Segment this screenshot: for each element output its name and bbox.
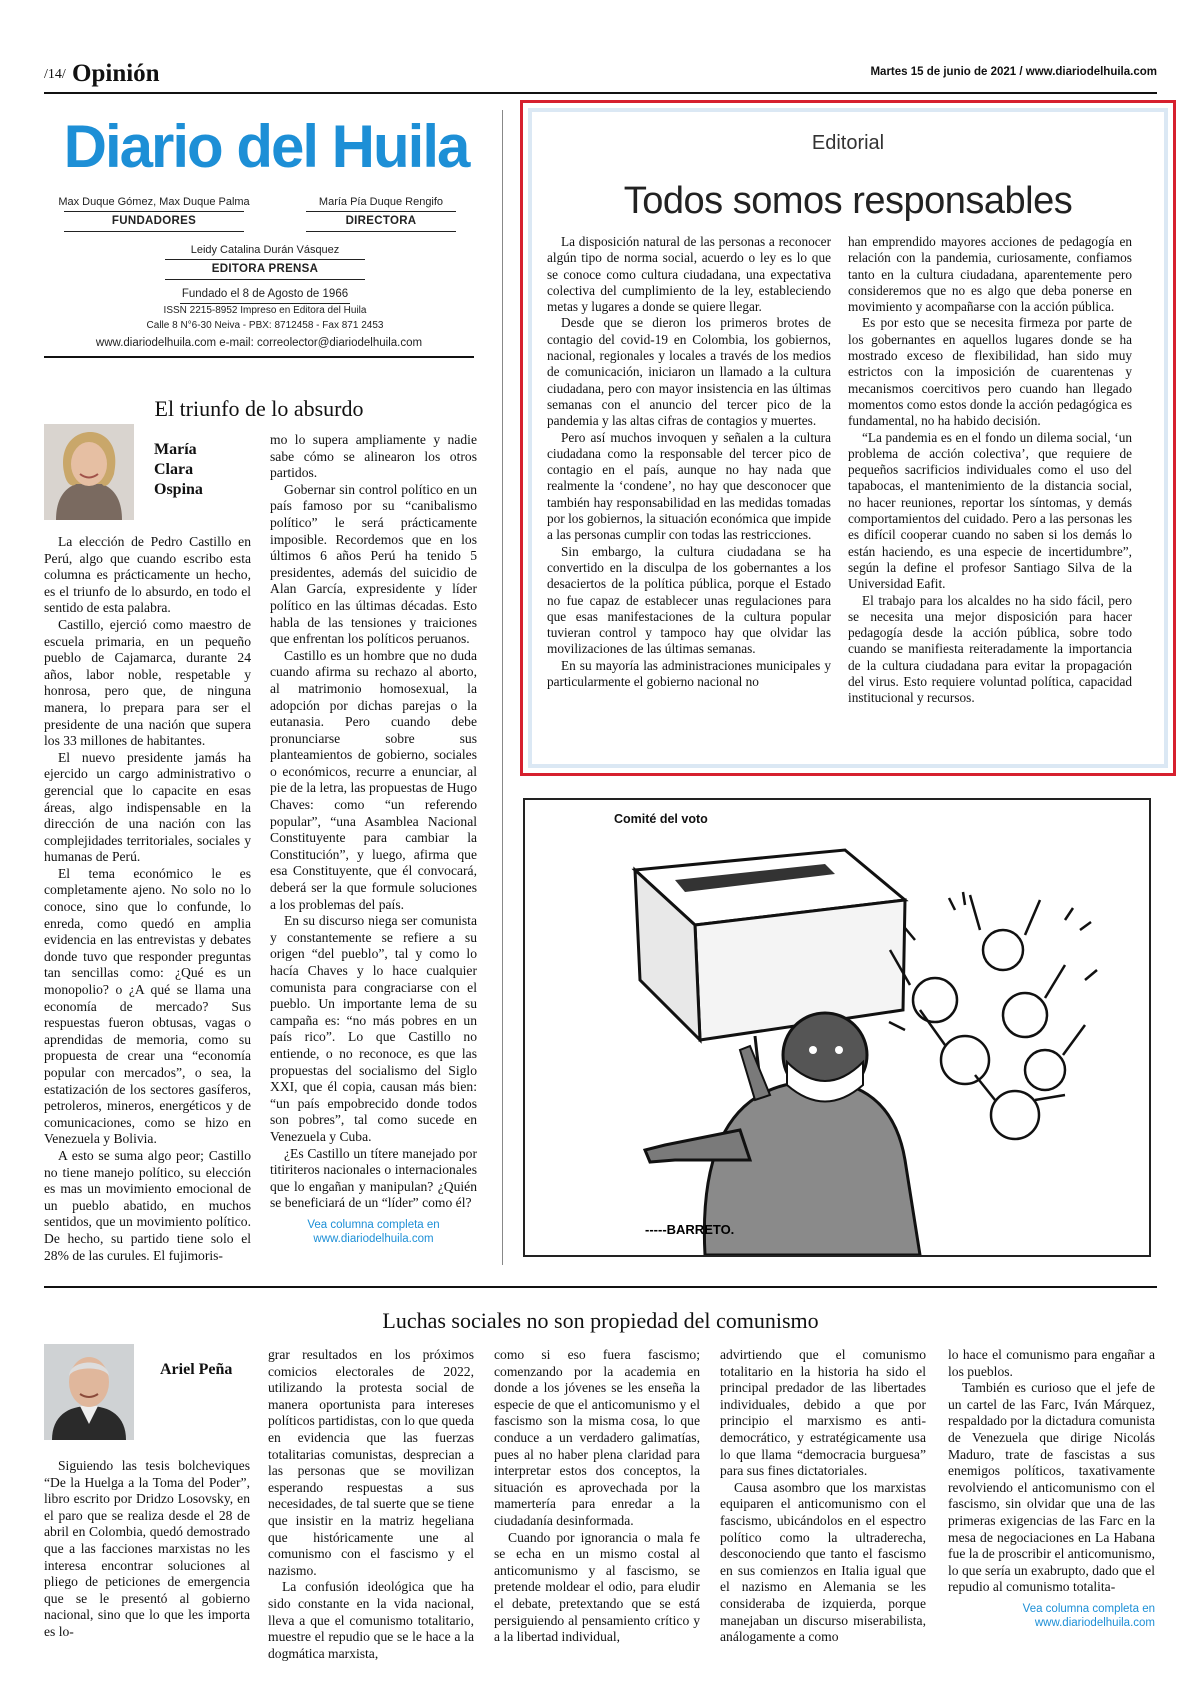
article2-title: Luchas sociales no son propiedad del comunismo: [382, 1308, 819, 1333]
page-number: /14/: [44, 67, 66, 82]
editorial-title: Todos somos responsables: [623, 180, 1073, 222]
web-email: www.diariodelhuila.com e-mail: correolector@diariodelhuila.com: [95, 337, 423, 349]
author-photo-ariel: [44, 1344, 134, 1440]
article2-col5: lo hace el comunismo para engañar a los pueblos. También es curioso que el jefe de un cartel de las Farc, Iván Márquez, respaldado por la dictadura comunista de Venezuela que dirige Nicolás Maduro, trate de fascistas a sus enemigos políticos, taxativamente revolviendo el anticomunismo con el fascismo, sin olvidar que una de las primeras exigencias de las Farc en la mesa de negociaciones en La Habana fue la de proscribir el anticomunismo, lo que sería un exabrupto, dado que el repudio al comunismo totalita- Vea columna completa en www.diariodelhuila.com: [948, 1347, 1155, 1629]
section-title: Opinión: [72, 60, 160, 87]
article2-author: Ariel Peña: [160, 1361, 233, 1378]
cartoon-drawing: [525, 800, 1149, 1255]
article1-title: El triunfo de lo absurdo: [154, 396, 364, 421]
editor-label: EDITORA PRENSA: [211, 263, 319, 275]
cartoon-signature: -----BARRETO.: [645, 1222, 735, 1237]
founded-date: Fundado el 8 de Agosto de 1966: [181, 288, 349, 300]
article2-col3: como si eso fuera fascismo; comenzando por la academia en donde a los jóvenes se les enseña la especie de que el anticomunismo y el fascismo son la misma cosa, lo que conduce a un verdadero galimatías, pues al no haber plena claridad para interpretar estos dos conceptos, la situación es aprovechada por la mamertería para enredar a la ciudadanía desinformada. Cuando por ignorancia o mala fe se echa en un mismo costal al anticomunismo y al fascismo, se pretende moldear el odio, para eludir el debate, pretextando que se está persiguiendo al pensamiento crítico y a la libertad individual,: [494, 1347, 700, 1645]
date-site: Martes 15 de junio de 2021 / www.diariodelhuila.com: [870, 66, 1157, 78]
editor-name: Leidy Catalina Durán Vásquez: [190, 244, 340, 256]
editorial-col1: La disposición natural de las personas a reconocer algún tipo de norma social, acuerdo o ley es lo que se conoce como cultura ciudadana, una expectativa colectiva del cumplimiento de la ley, estableciendo metas y lugares a donde se quiere llegar. Desde que se dieron los primeros brotes de contagio del covid-19 en Colombia, los gobiernos, nacional, regionales y locales a través de los medios de comunicación, iniciaron un llamado a la cultura ciudadana, pero con mayor insistencia en las últimas semanas con el anuncio del tercer pico de la pandemia y las altas cifras de contagios y muertes. Pero así muchos invoquen y señalen a la cultura ciudadana como la responsable del tercer pico de contagio en el país, aunque no hay nada que realmente la ‘condene’, no hay que desconocer que también hay responsabilidad en las medidas tomadas por los gobiernos, la situación económica que impide a las personas cumplir con todas las restricciones. Sin embargo, la cultura ciudadana se ha convertido en la disculpa de los gobernantes a los desaciertos de la política pública, porque el Estado no fue capaz de establecer unas regulaciones para que esas manifestaciones de la cultura popular tuvieran control y tampoco hay que olvidar las movilizaciones de las últimas semanas. En su mayoría las administraciones municipales y particularmente el gobierno nacional no: [547, 234, 831, 690]
founders-block: [44, 196, 264, 232]
editorial-col2: han emprendido mayores acciones de pedagogía en relación con la pandemia, curiosamente, confiamos tanto en la cultura ciudadana, aparentemente pero consideremos que no es algo que deba ponerse en movimiento y acompañarse con la acción pública. Es por esto que se necesita firmeza por parte de los gobernantes en aquellos lugares donde se ha mostrado exceso de flexibilidad, han sido muy estrictos con la imposición de cuarentenas y mecanismos coercitivos pero cuando han llegado momentos como estos donde la acción pedagógica es fundamental, no ha habido decisión. “La pandemia es en el fondo un dilema social, ‘un problema de acción colectiva’, que requiere de pequeños sacrificios individuales como el uso del tapabocas, el mantenimiento de la distancia social, no hacer reuniones, reportar los síntomas, y demás comportamientos del cuidado. Pero a las personas les es difícil cooperar cuando no saben si los demás lo están haciendo, es una especie de incertidumbre”, según la define el profesor Santiago Silva de la Universidad Eafit. El trabajo para los alcaldes no ha sido fácil, pero se necesita una mejor disposición para hacer pedagogía desde la acción pública, sobre todo cuando se manifiesta reiteradamente la importancia de la cultura ciudadana para evitar la propagación del virus. Esto requiere voluntad política, capacidad institucional y recursos.: [848, 234, 1132, 706]
founders-label: FUNDADORES: [111, 215, 197, 227]
section-header: [44, 60, 160, 88]
newspaper-logo: Diario del Huila: [63, 113, 469, 180]
article1-author: María Clara Ospina: [154, 441, 203, 498]
founders-names: Max Duque Gómez, Max Duque Palma: [58, 196, 250, 208]
article1-col1: La elección de Pedro Castillo en Perú, algo que cuando escribo esta columna es prácticamente un hecho, es el triunfo de lo absurdo, en todo el sentido de esta palabra. Castillo, ejerció como maestro de escuela primaria, en un pequeño pueblo de Cajamarca, durante 24 años, labor noble, respetable y honrosa, pero que, de ninguna manera, lo prepara para ser el presidente de una nación que supera los 33 millones de habitantes. El nuevo presidente jamás ha ejercido un cargo administrativo o gerencial que lo capacite en esas áreas, algo indispensable en la dirección de una nación con las complejidades territoriales, sociales y humanas de Perú. El tema económico le es completamente ajeno. No solo no lo conoce, sino que lo confunde, lo enreda, como quedó en amplia evidencia en las entrevistas y debates donde tuvo que responder preguntas tan sencillas como: ¿Qué es un monopolio? o ¿A qué se llama una economía de mercado? Sus respuestas fueron obtusas, vagas o aprendidas de memoria, como su propuesta de crear una “economía popular con mercados”, o sea, la estatización de los sectores gasíferos, petroleros, mineros, energéticos y de comunicaciones, como se hizo en Venezuela y Bolivia. A esto se suma algo peor; Castillo no tiene manejo político, su elección es mas un movimiento emocional de un pueblo abatido, en muchos sentidos, que un movimiento político. De hecho, su partido tiene solo el 28% de las curules. El fujimoris-: [44, 534, 251, 1263]
article2-col1: Siguiendo las tesis bolcheviques “De la Huelga a la Toma del Poder”, libro escrito por Dridzo Losovsky, en el paro que se realiza desde el 28 de abril en Colombia, quedó demostrado que a las facciones marxistas no les interesa encontrar soluciones al pliego de peticiones de emergencia que se le presentó al gobierno nacional, sino que lo que les importa es lo-: [44, 1458, 250, 1639]
director-label: DIRECTORA: [345, 215, 417, 227]
masthead-rule: [44, 356, 474, 358]
article1-col2: mo lo supera ampliamente y nadie sabe cómo se alinearon los otros partidos. Gobernar sin control político en un país famoso por su “canibalismo político” le será prácticamente imposible. Recordemos que en los últimos 6 años Perú ha tenido 5 presidentes, además del suicidio de Alan García, expresidente y líder político en las últimas décadas. Esto habla de las tensiones y traiciones que enfrentan los políticos peruanos. Castillo es un hombre que no duda cuando afirma su rechazo al aborto, al matrimonio homosexual, la adopción por dichas parejas o la eutanasia. Pero cuando debe pronunciarse sobre sus planteamientos de gobierno, sociales o económicos, recurre a enunciar, al pie de la letra, las propuestas de Hugo Chaves: como “un referendo popular”, “una Asamblea Nacional Constituyente para cambiar la Constitución”, y luego, afirma que esa Constituyente, que él convocará, deberá ser la que formule soluciones a los problemas del país. En su discurso niega ser comunista y constantemente se refiere a su origen “del pueblo”, tal y como lo hacía Chaves y lo hace cualquier comunista para congraciarse con el pueblo. Un importante lema de su campaña es: “no más pobres en un país rico”. Lo que Castillo no entiende, o no reconoce, es que las propuestas del socialismo del Siglo XXI, que él copia, causan más bien: “un país empobrecido donde todos son pobres”, tal como sucede en Venezuela y Cuba. ¿Es Castillo un títere manejado por titiriteros nacionales o internacionales que lo engañan y manipulan? ¿Quién se beneficiará de un “líder” como él? Vea columna completa en www.diariodelhuila.com: [270, 432, 477, 1245]
cartoon: [523, 798, 1151, 1257]
article2-see-more[interactable]: Vea columna completa en www.diariodelhuila.com: [1022, 1602, 1155, 1629]
article2-col4: advirtiendo que el comunismo totalitario en la historia ha sido el principal predador de las libertades individuales, debido a que por principio el marxismo es anti-democrático, y estratégicamente usa lo que llama “democracia burguesa” para sus fines dictatoriales. Causa asombro que los marxistas equiparen el anticomunismo con el fascismo, ubicándolos en el espectro político como la ultraderecha, desconociendo que tanto el fascismo en sus comienzos en Italia igual que el nazismo en Alemania se les consideraba de izquierda, porque manejaban un discurso miserabilista, análogamente a como: [720, 1347, 926, 1645]
editorial-label: Editorial: [811, 132, 885, 154]
issn: ISSN 2215-8952 Impreso en Editora del Huila: [163, 305, 367, 316]
article2-col2: grar resultados en los próximos comicios electorales de 2022, utilizando la protesta social de manera oportunista para intereses políticos partidistas, con lo que queda en evidencia que las fuerzas totalitarias comunistas, desprecian a las personas que se movilizan esperando respuestas a sus necesidades, de tal suerte que se tiene que insistir en la matriz hegeliana que históricamente une al comunismo con el fascismo y el nazismo. La confusión ideológica que ha sido constante en la vida nacional, lleva a que el comunismo totalitario, muestre el repudio que se le hace a la dogmática marxista,: [268, 1347, 474, 1661]
director-name: María Pía Duque Rengifo: [318, 196, 444, 208]
article1-see-more[interactable]: Vea columna completa en www.diariodelhuila.com: [307, 1218, 440, 1245]
editor-block: [150, 244, 380, 280]
cartoon-caption: Comité del voto: [614, 812, 708, 826]
director-block: [296, 196, 466, 232]
address: Calle 8 N°6-30 Neiva - PBX: 8712458 - Fax 871 2453: [146, 320, 384, 331]
top-rule: [44, 92, 1157, 94]
author-photo-maria-clara: [44, 424, 134, 520]
bottom-section-rule: [44, 1286, 1157, 1288]
column-divider: [502, 110, 503, 1265]
